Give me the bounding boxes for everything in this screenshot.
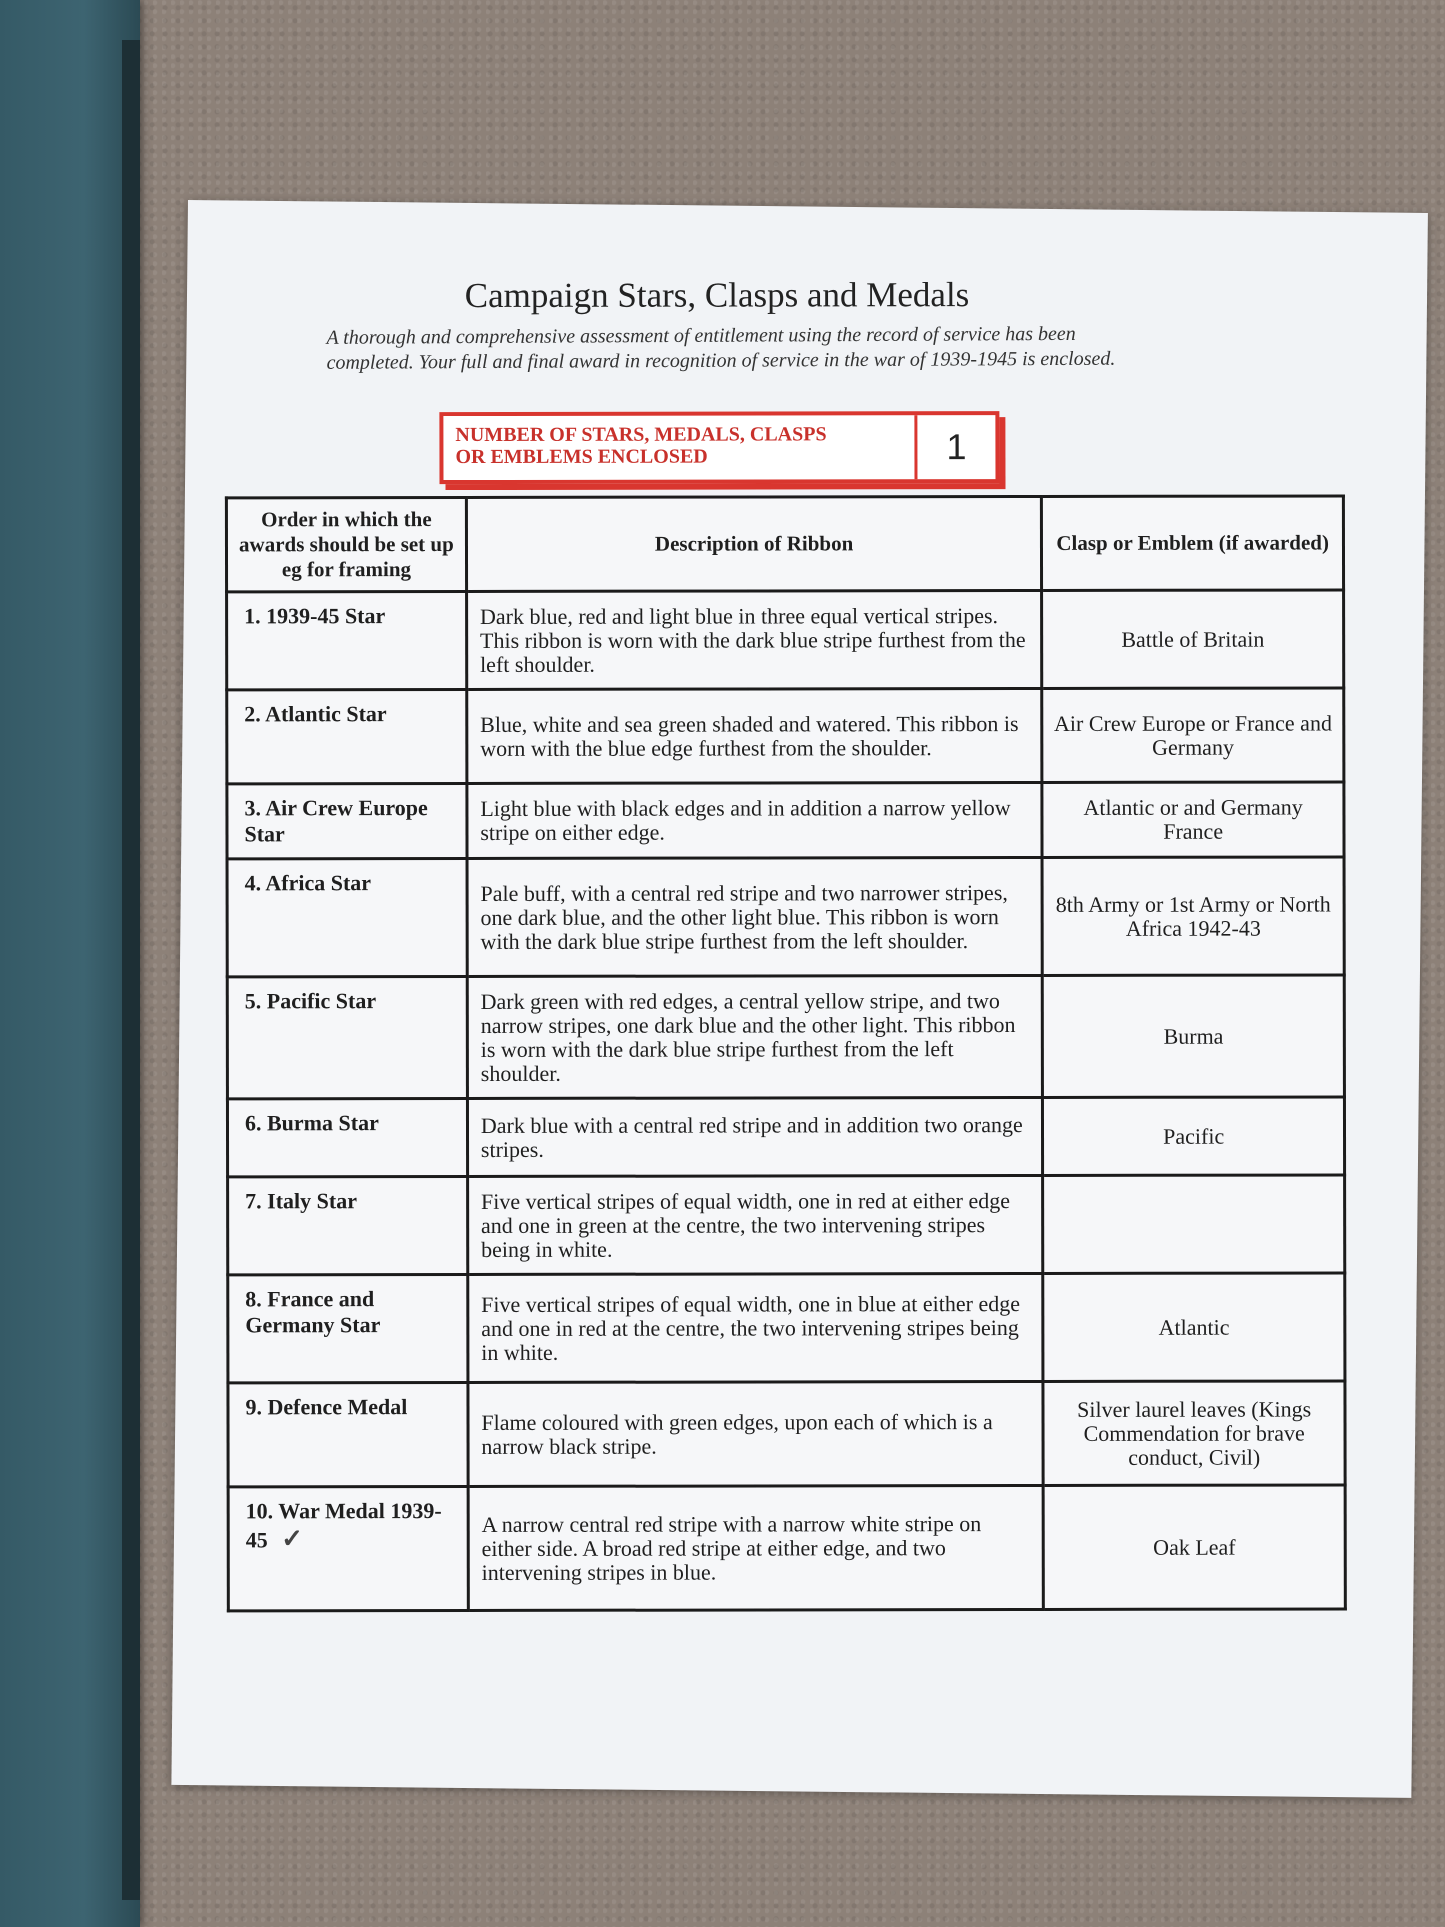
table-header-row <box>226 496 1343 592</box>
ribbon-description: Five vertical stripes of equal width, one in red at either edge and one in green at the centre, the two intervening stripes being in white. <box>467 1175 1043 1274</box>
ribbon-description: Light blue with black edges and in addition a narrow yellow stripe on either edge. <box>467 782 1043 858</box>
folder-spine <box>122 40 140 1900</box>
award-order: 3. Air Crew Europe Star <box>227 783 467 858</box>
table-row <box>227 1097 1344 1177</box>
award-order: 7. Italy Star <box>228 1176 468 1274</box>
enclosed-count-label <box>443 415 917 480</box>
header-description: Description of Ribbon <box>466 496 1042 591</box>
award-order-text: 10. War Medal 1939-45 <box>245 1498 442 1553</box>
award-order: 4. Africa Star <box>227 858 467 976</box>
clasp-or-emblem <box>1043 1175 1345 1274</box>
table-row <box>227 975 1344 1099</box>
ribbon-description: Blue, white and sea green shaded and watered. This ribbon is worn with the blue edge furthest from the shoulder. <box>467 688 1043 783</box>
ribbon-description: Pale buff, with a central red stripe and two narrower stripes, one dark blue, and the other light blue. This ribbon is worn with the dark blue stripe furthest from the left shoulder. <box>467 857 1043 976</box>
enclosed-count-value: 1 <box>946 426 967 468</box>
table-row <box>228 1381 1345 1487</box>
table-row <box>227 590 1344 690</box>
award-order <box>228 1486 468 1610</box>
table-row <box>228 1273 1345 1383</box>
clasp-or-emblem: Battle of Britain <box>1042 590 1344 689</box>
enclosed-count-label-line2: OR EMBLEMS ENCLOSED <box>455 445 708 469</box>
ribbon-description: A narrow central red stripe with a narrow white stripe on either side. A broad red stripe at either edge, and two intervening stripes in blue. <box>468 1485 1044 1610</box>
clasp-or-emblem: Silver laurel leaves (Kings Commendation for brave conduct, Civil) <box>1043 1381 1345 1486</box>
blue-folder-cover <box>0 0 140 1927</box>
award-order: 2. Atlantic Star <box>227 689 467 783</box>
clasp-or-emblem: Atlantic or and Germany France <box>1042 782 1344 858</box>
award-order: 9. Defence Medal <box>228 1382 468 1486</box>
page-title: Campaign Stars, Clasps and Medals <box>464 275 970 315</box>
clasp-or-emblem: Atlantic <box>1043 1273 1345 1382</box>
table-row <box>228 1485 1345 1611</box>
clasp-or-emblem: 8th Army or 1st Army or North Africa 1942-43 <box>1042 857 1344 976</box>
ribbon-description: Dark blue with a central red stripe and in addition two orange stripes. <box>467 1097 1043 1176</box>
ribbon-description: Dark green with red edges, a central yellow stripe, and two narrow stripes, one dark blue and the other light. This ribbon is worn with the dark blue stripe furthest from the left shoulder. <box>467 975 1043 1098</box>
intro-paragraph: A thorough and comprehensive assessment of entitlement using the record of service has been completed. Your full and final award in recognition of service in the war of 1939-1945 is enclosed. <box>326 322 1116 374</box>
enclosed-count-label-line1: NUMBER OF STARS, MEDALS, CLASPS <box>455 423 827 447</box>
clasp-or-emblem: Pacific <box>1043 1097 1345 1176</box>
award-order: 1. 1939-45 Star <box>227 591 467 689</box>
table-row <box>227 857 1344 977</box>
handwritten-tick-icon: ✓ <box>281 1524 304 1554</box>
medal-entitlement-sheet <box>171 200 1428 1798</box>
awards-table <box>225 494 1347 1612</box>
table-row <box>227 688 1344 784</box>
clasp-or-emblem: Air Crew Europe or France and Germany <box>1042 688 1344 783</box>
award-order: 8. France and Germany Star <box>228 1274 468 1382</box>
table-row <box>228 1175 1345 1275</box>
enclosed-count-box <box>439 411 999 484</box>
clasp-or-emblem: Oak Leaf <box>1043 1485 1345 1610</box>
clasp-or-emblem: Burma <box>1043 975 1345 1098</box>
header-order: Order in which the awards should be set up eg for framing <box>226 497 466 591</box>
ribbon-description: Dark blue, red and light blue in three equal vertical stripes. This ribbon is worn with the dark blue stripe furthest from the left shoulder. <box>466 590 1042 689</box>
ribbon-description: Flame coloured with green edges, upon each of which is a narrow black stripe. <box>468 1381 1044 1486</box>
table-row <box>227 782 1344 859</box>
ribbon-description: Five vertical stripes of equal width, one in blue at either edge and one in red at the centre, the two intervening stripes being in white. <box>468 1273 1044 1382</box>
header-clasp: Clasp or Emblem (if awarded) <box>1042 496 1344 591</box>
award-order: 5. Pacific Star <box>227 976 467 1098</box>
award-order: 6. Burma Star <box>227 1098 467 1176</box>
